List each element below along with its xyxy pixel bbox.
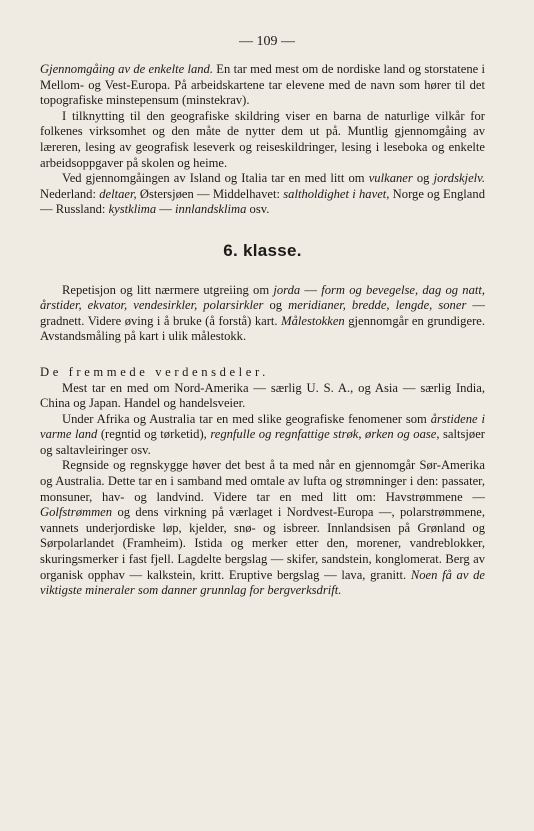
italic-run: form og bevegelse, dag og natt, årstider, ekvator, vendesirkler, polarsirkler bbox=[40, 282, 486, 313]
paragraph bbox=[40, 381, 485, 412]
italic-run: regnfulle og regnfattige strøk, ørken og oase, bbox=[210, 427, 440, 442]
text-run: Nederland: bbox=[40, 186, 100, 201]
italic-run: årstidene i varme land bbox=[40, 411, 485, 442]
paragraph bbox=[40, 62, 485, 109]
subheading: De fremmede verdensdeler. bbox=[40, 364, 269, 379]
text-run: og bbox=[263, 298, 289, 313]
italic-run: jorda bbox=[273, 282, 301, 297]
paragraph bbox=[40, 109, 485, 171]
page-number: — 109 — bbox=[239, 34, 295, 49]
italic-run: meridianer, bredde, lengde, soner bbox=[288, 298, 467, 313]
section-heading: 6. klasse. bbox=[223, 240, 302, 260]
text-run: Østersjøen — Middelhavet: bbox=[136, 186, 284, 201]
text-run: — bbox=[300, 282, 322, 297]
paragraph bbox=[40, 412, 485, 459]
italic-run: kystklima bbox=[108, 202, 157, 217]
italic-run: Gjennomgåing av de enkelte land. bbox=[40, 62, 214, 76]
text-run: En tar med mest om de nordiske land og storstatene i Mellom- og Vest-Europa. På arbeidskartene tar elevene med de navn som hører til det topografiske minstepensum (minstekrav). bbox=[40, 62, 485, 108]
paragraph bbox=[40, 171, 485, 218]
text-run: (regntid og tørketid), bbox=[97, 427, 211, 442]
text-run: osv. bbox=[246, 202, 270, 217]
italic-run: vulkaner bbox=[368, 171, 413, 186]
text-run: I tilknytting til den geografiske skildring viser en barna de naturlige vilkår for folkenes virksomhet og den måte de nytter dem ut på. Muntlig gjennomgåing av læreren, lesing av geografisk leseverk og reiseskildringer, lesing i leseboka og enkelte arbeidsoppgaver på skolen og heime. bbox=[40, 108, 485, 170]
text-run: Norge og England — Russland: bbox=[40, 186, 485, 217]
paragraph bbox=[40, 283, 485, 345]
text-run: Mest tar en med om Nord-Amerika — særlig U. S. A., og Asia — særlig India, China og Japan. Handel og handelsveier. bbox=[40, 380, 485, 411]
text-run: og dens virkning på værlaget i Nordvest-Europa —, polarstrømmene, vannets underjordiske løp, kjelder, snø- og isbreer. Innlandsisen på Grønland og Sørpolarlandet (Framheim). Istida og merker etter den, morener, vandreblokker, skuringsmerker i fast fjell. Lagdelte bergslag — skifer, sandstein, konglomerat. Berg av organisk opphav — kalkstein, kritt. Eruptive bergslag — lava, granitt. bbox=[40, 505, 485, 582]
paragraph bbox=[40, 458, 485, 598]
text-run: — bbox=[156, 202, 176, 217]
text-run: og bbox=[412, 171, 434, 186]
italic-run: Noen få av de viktigste mineraler som danner grunnlag for bergverksdrift. bbox=[40, 567, 485, 598]
text-run: saltsjøer og saltavleiringer osv. bbox=[40, 427, 485, 457]
text-run: Ved gjennomgåingen av Island og Italia tar en med litt om bbox=[62, 171, 369, 186]
italic-run: jordskjelv. bbox=[433, 171, 485, 186]
italic-run: saltholdighet i havet, bbox=[283, 186, 390, 201]
italic-run: deltaer, bbox=[99, 186, 137, 201]
text-run: — gradnett. Videre øving i å bruke (å forstå) kart. bbox=[40, 298, 485, 328]
italic-run: Golfstrømmen bbox=[40, 505, 113, 520]
page-body bbox=[40, 62, 485, 599]
text-run: Regnside og regnskygge høver det best å ta med når en gjennomgår Sør-Amerika og Australia. Dette tar en i samband med omtale av lufta og strømninger i den: passater, monsuner, hav- og landvind. Videre tar en med litt om: Havstrømmene — bbox=[40, 458, 485, 504]
italic-run: innlandsklima bbox=[175, 202, 247, 217]
text-run: Under Afrika og Australia tar en med slike geografiske fenomener som bbox=[62, 411, 431, 426]
italic-run: Målestokken bbox=[281, 313, 345, 328]
text-run: Repetisjon og litt nærmere utgreiing om bbox=[62, 282, 274, 297]
text-run: gjennomgår en grundigere. Avstandsmåling på kart i ulik målestokk. bbox=[40, 313, 485, 344]
